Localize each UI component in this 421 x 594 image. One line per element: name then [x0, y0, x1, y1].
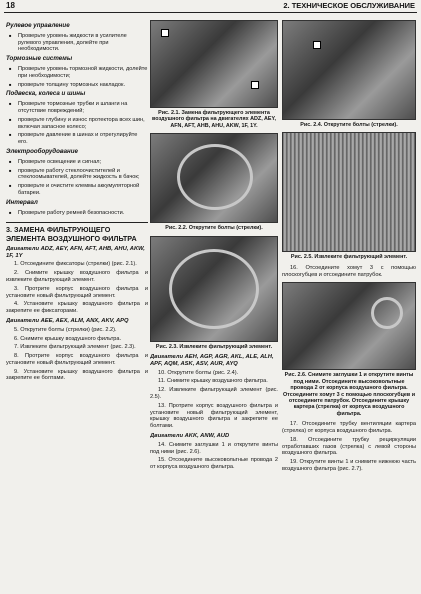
figure-2-5-caption: Рис. 2.5. Извлеките фильтрующий элемент. — [290, 254, 408, 261]
step: 12. Извлеките фильтрующий элемент (рис. 2.5). — [150, 387, 278, 401]
figure-2-1-photo — [150, 20, 278, 108]
figure-2-6-caption: Рис. 2.6. Снимите заглушки 1 и открутите винты под ними. Отсоедините высоковольтные провода 2 от корпуса воздушного фильтра. Отсоедините хомут 3 с помощью плоскогубцев и отсоедините патрубок. Отсоедините крышку картера (стрелка) от корпуса воздушного фильтра. — [282, 372, 416, 417]
figure-2-2-caption: Рис. 2.2. Открутите болты (стрелки). — [165, 225, 263, 232]
figure-2-6-photo — [282, 282, 416, 370]
section-name: 2. ТЕХНИЧЕСКОЕ ОБСЛУЖИВАНИЕ — [283, 1, 415, 10]
step: 10. Открутите болты (рис. 2.4). — [158, 369, 239, 376]
step: 14. Снимите заглушки 1 и открутите винты под ними (рис. 2.6). — [150, 441, 278, 455]
column-right — [282, 20, 416, 590]
step: 9. Установите крышку воздушного фильтра и закрепите ее болтами. — [6, 368, 148, 382]
list-brakes — [6, 66, 148, 88]
list-steering — [6, 33, 148, 53]
engines-heading: Двигатели ADZ, AEY, AFN, AFT, AHB, AHU, AKW, 1F, 1Y — [6, 245, 145, 259]
photo-marker — [251, 81, 259, 89]
step: 18. Отсоедините трубку рециркуляции отработавших газов (стрелка) с левой стороны воздушного фильтра. — [282, 436, 416, 457]
column-left — [6, 20, 148, 590]
list-item: ■ проверьте толщину тормозных накладок. — [18, 82, 148, 89]
figure-2-4-photo — [282, 20, 416, 120]
section-title: 3. ЗАМЕНА ФИЛЬТРУЮЩЕГО ЭЛЕМЕНТА ВОЗДУШНОГО ФИЛЬТРА — [6, 222, 148, 242]
list-item: ■ Проверьте тормозные трубки и шланги на отсутствие повреждений; — [18, 101, 148, 115]
list-item: ■ Проверьте работу ремней безопасности. — [18, 210, 148, 217]
engines-heading: Двигатели AEH, AGP, AGR, AKL, ALE, ALH, APF, AQM, ASK, ASV, AUR, AYQ — [150, 354, 274, 367]
step: 7. Извлеките фильтрующий элемент (рис. 2.3). — [14, 344, 136, 351]
subhead-steering: Рулевое управление — [6, 22, 70, 29]
photo-filter-ring — [177, 144, 253, 210]
figure-2-3-photo — [150, 236, 278, 342]
step: 5. Открутите болты (стрелки) (рис. 2.2). — [14, 326, 117, 333]
list-item: ■ проверьте глубину и износ протектора всех шин, включая запасное колесо; — [18, 117, 148, 131]
step: 13. Протрите корпус воздушного фильтра и установите новый фильтрующий элемент, крышку воздушного фильтра и закрепите ее болтами. — [150, 402, 278, 430]
photo-filter-ring — [169, 249, 259, 329]
step: 1. Отсоедините фиксаторы (стрелки) (рис. 2.1). — [14, 261, 137, 268]
figure-2-2-photo — [150, 133, 278, 223]
step: 16. Отсоедините хомут 3 с помощью плоскогубцев и отсоедините патрубок. — [282, 264, 416, 278]
step: 19. Открутите винты 1 и снимите нижнюю часть воздушного фильтра (рис. 2.7). — [282, 459, 416, 473]
subhead-interval: Интервал — [6, 198, 38, 206]
step: 3. Протрите корпус воздушного фильтра и установите новый фильтрующий элемент. — [6, 285, 148, 299]
step: 4. Установите крышку воздушного фильтра и закрепите ее фиксаторами. — [6, 301, 148, 315]
photo-plug — [371, 297, 403, 329]
list-item: ■ проверьте работу стеклоочистителей и стеклоомывателей, долейте жидкость в бачок; — [18, 168, 148, 182]
step: 2. Снимите крышку воздушного фильтра и извлеките фильтрующий элемент. — [6, 270, 148, 283]
step: 6. Снимите крышку воздушного фильтра. — [14, 335, 122, 342]
subhead-suspension: Подвеска, колеса и шины — [6, 90, 86, 98]
photo-marker — [313, 41, 321, 49]
subhead-brakes: Тормозные системы — [6, 55, 73, 63]
list-item: ■ Проверьте уровень жидкости в усилителе рулевого управления, долейте при необходимости. — [18, 33, 148, 53]
list-item: ■ Проверьте уровень тормозной жидкости, долейте при необходимости; — [18, 66, 148, 80]
list-item: ■ проверьте давление в шинах и отрегулируйте его. — [18, 132, 148, 146]
step: 17. Отсоедините трубку вентиляции картера (стрелка) от корпуса воздушного фильтра. — [282, 421, 416, 435]
list-suspension — [6, 101, 148, 146]
figure-2-1-caption: Рис. 2.1. Замена фильтрующего элемента воздушного фильтра на двигателях ADZ, AEY, AFN, AFT, AHB, AHU, AKW, 1F, 1Y. — [152, 110, 276, 129]
page-header — [0, 0, 421, 14]
engines-heading: Двигатели AKK, ANW, AUD — [150, 433, 230, 439]
subhead-electrical: Электрооборудование — [6, 147, 78, 155]
figure-2-4-caption: Рис. 2.4. Открутите болты (стрелки). — [300, 122, 398, 128]
photo-marker — [161, 29, 169, 37]
list-item: ■ Проверьте освещение и сигнал; — [18, 159, 148, 166]
step: 8. Протрите корпус воздушного фильтра и установите новый фильтрующий элемент. — [6, 353, 148, 366]
page-number: 18 — [6, 1, 15, 10]
figure-2-3-caption: Рис. 2.3. Извлеките фильтрующий элемент. — [155, 343, 273, 350]
step: 15. Отсоедините высоковольтные провода 2 от корпуса воздушного фильтра. — [150, 457, 278, 471]
list-interval — [6, 210, 148, 217]
list-electrical — [6, 159, 148, 197]
list-item: ■ проверьте и очистите клеммы аккумуляторной батареи. — [18, 183, 148, 197]
engines-heading: Двигатели AEE, AEX, ALM, ANX, AKV, APQ — [6, 317, 129, 324]
header-rule — [4, 12, 417, 13]
figure-2-5-photo — [282, 132, 416, 252]
step: 11. Снимите крышку воздушного фильтра. — [158, 378, 268, 385]
column-middle — [150, 20, 278, 590]
